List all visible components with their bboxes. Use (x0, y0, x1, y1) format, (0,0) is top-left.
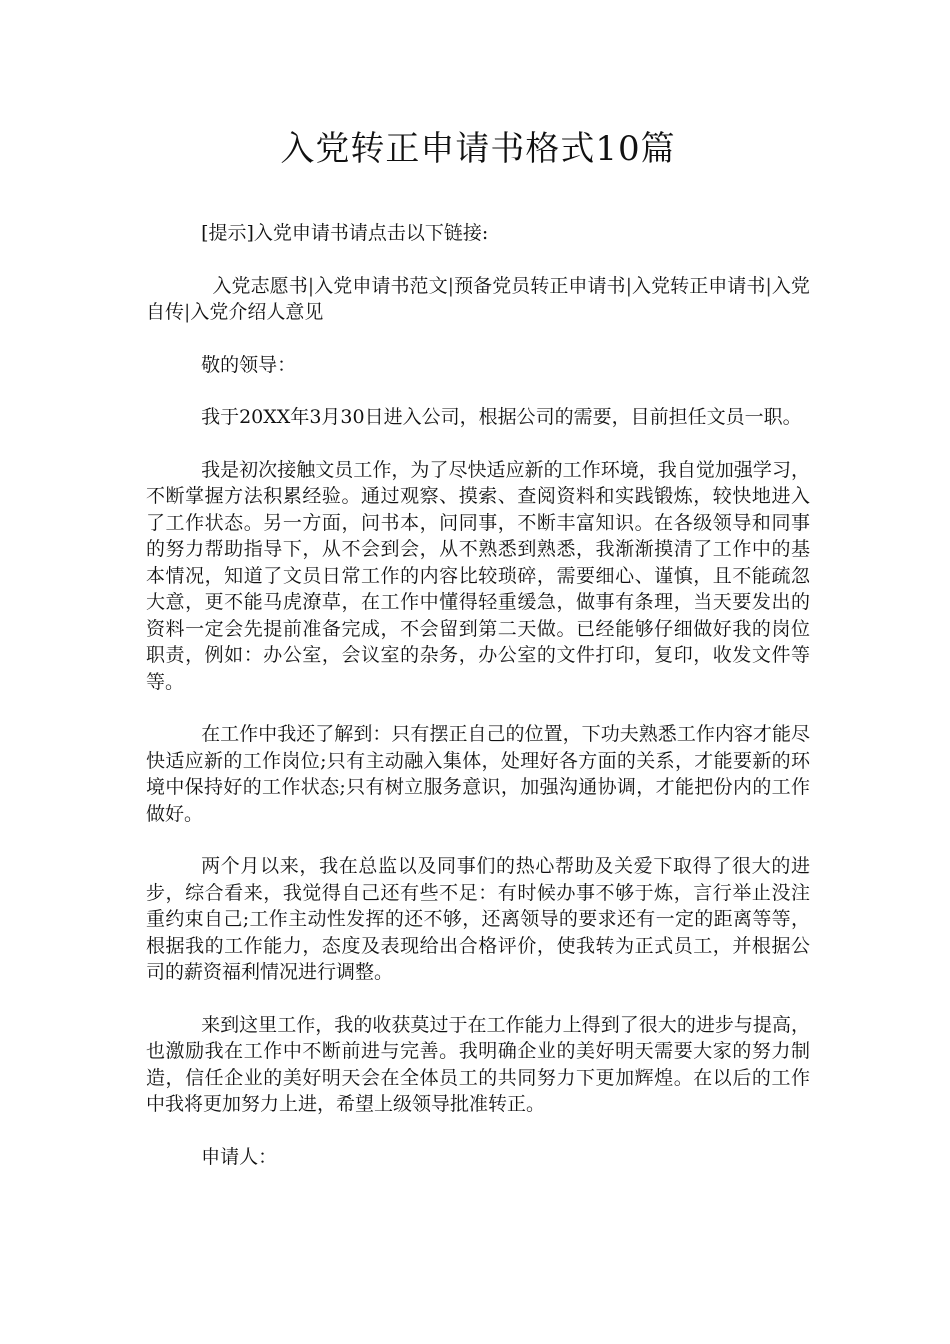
paragraph-intro: 我于20XX年3月30日进入公司，根据公司的需要，目前担任文员一职。 (201, 406, 802, 428)
tip-line: [提示]入党申请书请点击以下链接: (201, 222, 489, 244)
paragraph-learning: 我是初次接触文员工作，为了尽快适应新的工作环境，我自觉加强学习，不断掌握方法积累经验。通过观察、摸索、查阅资料和实践锻炼，较快地进入了工作状态。另一方面，问书本，问同事，不断丰富知识。在各级领导和同事的努力帮助指导下，从不会到会，从不熟悉到熟悉，我渐渐摸清了工作中的基本情况，知道了文员日常工作的内容比较琐碎，需要细心、谨慎，且不能疏忽大意，更不能马虎潦草，在工作中懂得轻重缓急，做事有条理，当天要发出的资料一定会先提前准备完成，不会留到第二天做。已经能够仔细做好我的岗位职责，例如：办公室，会议室的杂务，办公室的文件打印，复印，收发文件等等。 (146, 458, 810, 693)
link-separator: | (307, 274, 315, 297)
salutation: 敬的领导： (201, 353, 297, 376)
link-regularization-application[interactable]: 入党转正申请书 (631, 274, 766, 297)
paragraph-closing: 来到这里工作，我的收获莫过于在工作能力上得到了很大的进步与提高，也激励我在工作中不断前进与完善。我明确企业的美好明天需要大家的努力制造，信任企业的美好明天会在全体员工的共同努力下更加辉煌。在以后的工作中我将更加努力上进，希望上级领导批准转正。 (146, 1013, 810, 1115)
link-introducer-opinion[interactable]: 入党介绍人意见 (190, 301, 324, 323)
link-autobiography[interactable]: 入党自传 (146, 274, 810, 323)
link-separator: | (625, 274, 632, 297)
link-volunteer-letter[interactable]: 入党志愿书 (212, 274, 308, 297)
signature-line: 申请人： (201, 1145, 278, 1168)
paragraph-understanding: 在工作中我还了解到：只有摆正自己的位置，下功夫熟悉工作内容才能尽快适应新的工作岗位;只有主动融入集体，处理好各方面的关系，才能要新的环境中保持好的工作状态;只有树立服务意识，加强沟通协调，才能把份内的工作做好。 (146, 723, 810, 825)
link-list (146, 273, 810, 326)
document-body (146, 220, 810, 1196)
link-separator: | (765, 274, 772, 297)
link-probationary-regularization[interactable]: 预备党员转正申请书 (454, 274, 626, 297)
link-separator: | (447, 274, 455, 297)
link-application-sample[interactable]: 入党申请书范文 (314, 274, 448, 297)
paragraph-progress: 两个月以来，我在总监以及同事们的热心帮助及关爱下取得了很大的进步，综合看来，我觉得自己还有些不足：有时候办事不够于炼，言行举止没注重约束自己;工作主动性发挥的还不够，还离领导的要求还有一定的距离等等，根据我的工作能力，态度及表现给出合格评价，使我转为正式员工，并根据公司的薪资福利情况进行调整。 (146, 855, 810, 983)
link-separator: | (184, 301, 191, 323)
document-title: 入党转正申请书格式10篇 (280, 129, 676, 169)
